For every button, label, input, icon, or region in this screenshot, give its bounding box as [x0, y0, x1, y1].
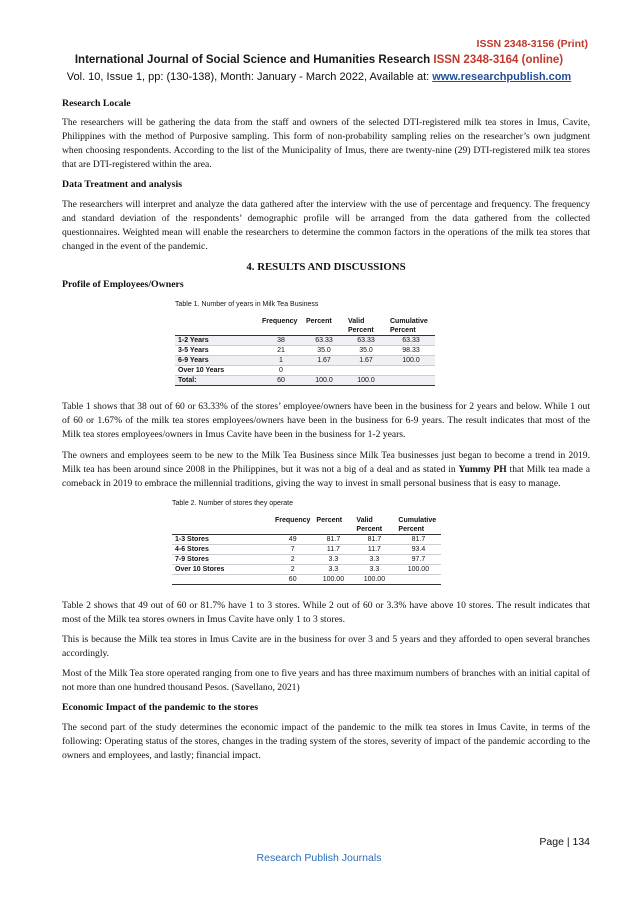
table-cell: 3.3: [353, 564, 395, 574]
table-cell: 100.0: [387, 356, 435, 366]
header-cell: Percent: [313, 516, 353, 535]
table-1-grid: [175, 317, 435, 386]
table-cell: 3.3: [353, 554, 395, 564]
table-cell: 1-3 Stores: [172, 534, 272, 544]
table-header-row: [175, 317, 435, 336]
table-cell: Over 10 Stores: [172, 564, 272, 574]
table-cell: 93.4: [395, 544, 441, 554]
table-row: [172, 554, 441, 564]
table-cell: 3.3: [313, 554, 353, 564]
table-2-caption: Table 2. Number of stores they operate: [172, 499, 294, 507]
paragraph-owners-part1: The owners and employees seem to be new to the Milk Tea Business since Milk Tea businesses just began to become a trend in 2019. Milk tea has been around since 2008 in the Philippines, but it was not a big of a deal and as stated in: [62, 449, 590, 475]
table-cell: 98.33: [387, 346, 435, 356]
table-row: [172, 544, 441, 554]
table-2: [172, 497, 590, 585]
table-cell: 1.67: [345, 356, 387, 366]
paragraph-table2: Table 2 shows that 49 out of 60 or 81.7% have 1 to 3 stores. While 2 out of 60 or 3.3% have above 10 stores. The result indicates that most of the Milk tea stores owners in Imus Cavite have only 1 to 3 stores.: [62, 599, 590, 625]
table-cell: 100.0: [303, 376, 345, 386]
table-row: [172, 564, 441, 574]
table-row: [175, 346, 435, 356]
table-cell: 49: [272, 534, 313, 544]
table-cell: 81.7: [313, 534, 353, 544]
website-link[interactable]: www.researchpublish.com: [432, 71, 572, 83]
section-heading-profile: Profile of Employees/Owners: [62, 279, 184, 291]
header-cell: Frequency: [259, 317, 303, 336]
table-2-grid: [172, 516, 441, 585]
table-cell: 21: [259, 346, 303, 356]
paragraph-treatment: The researchers will interpret and analyze the data gathered after the interview with the use of percentage and frequency. The frequency and standard deviation of the respondents’ demographic profile will be arranged from the data gathered from the collected questionnaires. Weighted mean will enable the researchers to determine the common factors in the operations of the milk tea stores that changed in the event of the pandemic.: [62, 198, 590, 252]
table-cell: 60: [272, 574, 313, 584]
table-row: [175, 366, 435, 376]
header-cell: Percent: [303, 317, 345, 336]
table-cell: 4-6 Stores: [172, 544, 272, 554]
table-cell: 35.0: [345, 346, 387, 356]
table-cell: 3-5 Years: [175, 346, 259, 356]
table-cell: 63.33: [303, 336, 345, 346]
table-header-row: [172, 516, 441, 535]
section-heading-results: 4. RESULTS AND DISCUSSIONS: [246, 260, 406, 273]
header-cell: [172, 516, 272, 535]
table-cell: 35.0: [303, 346, 345, 356]
table-cell: 97.7: [395, 554, 441, 564]
table-cell: 81.7: [353, 534, 395, 544]
volume-line: [0, 71, 638, 83]
header-cell: Cumulative Percent: [395, 516, 441, 535]
issn-print: ISSN 2348-3156 (Print): [476, 38, 588, 50]
table-cell: 100.00: [353, 574, 395, 584]
table-cell: 1-2 Years: [175, 336, 259, 346]
table-cell: [345, 366, 387, 376]
paragraph-owners-part2: that Milk tea made a comeback in 2019 to embrace the millennial traditions, giving the way to invest in small personal business that is easy to manage.: [62, 463, 590, 489]
volume-info: Vol. 10, Issue 1, pp: (130-138), Month: January - March 2022, Available at:: [66, 71, 433, 83]
table-cell: [387, 366, 435, 376]
table-cell: Over 10 Years: [175, 366, 259, 376]
table-cell: 1.67: [303, 356, 345, 366]
publisher-footer[interactable]: Research Publish Journals: [256, 852, 382, 864]
section-heading-treatment: Data Treatment and analysis: [62, 179, 183, 191]
section-heading-economic: Economic Impact of the pandemic to the stores: [62, 702, 259, 714]
table-cell: 7: [272, 544, 313, 554]
table-cell: 60: [259, 376, 303, 386]
table-cell: 7-9 Stores: [172, 554, 272, 564]
section-heading-locale: Research Locale: [62, 98, 131, 109]
table-cell: 11.7: [313, 544, 353, 554]
table-cell: 2: [272, 554, 313, 564]
table-cell: 100.0: [345, 376, 387, 386]
table-cell: 63.33: [387, 336, 435, 346]
table-1-caption: Table 1. Number of years in Milk Tea Business: [175, 301, 319, 309]
table-cell: 100.00: [395, 564, 441, 574]
table-cell: Total:: [175, 376, 259, 386]
table-row: [175, 356, 435, 366]
header-cell: Valid Percent: [345, 317, 387, 336]
header-cell: Cumulative Percent: [387, 317, 435, 336]
paragraph-because: This is because the Milk tea stores in Imus Cavite are in the business for over 3 and 5 years and they afforded to open several branches accordingly.: [62, 634, 590, 660]
paragraph-owners: [62, 449, 590, 491]
table-cell: 1: [259, 356, 303, 366]
table-cell: 38: [259, 336, 303, 346]
paragraph-economic: The second part of the study determines the economic impact of the pandemic to the milk tea stores in Imus Cavite, in terms of the following: Operating status of the stores, changes in the trading system of the stores, severity of impact of the pandemic according to the owners and employees, and lastly; financial impact.: [62, 721, 590, 761]
table-cell: 0: [259, 366, 303, 376]
paragraph-table1: Table 1 shows that 38 out of 60 or 63.33% of the stores’ employee/owners have been in the business for 2 years and below. While 1 out of 60 or 1.67% of the milk tea stores employees/owners have been in the business for 6-9 years. The result indicates that most of the Milk tea stores employees/owners in Imus Cavite have been in the business for 1-2 years.: [62, 401, 590, 441]
table-cell: 3.3: [313, 564, 353, 574]
journal-title: International Journal of Social Science and Humanities Research: [74, 54, 431, 66]
table-1: [175, 298, 590, 386]
yummy-ph-reference: Yummy PH: [458, 463, 507, 475]
header-cell: Valid Percent: [353, 516, 395, 535]
table-row: [172, 574, 441, 584]
issn-online: ISSN 2348-3164 (online): [433, 54, 564, 66]
table-cell: 2: [272, 564, 313, 574]
paragraph-locale: The researchers will be gathering the data from the staff and owners of the selected DTI-registered milk tea stores in Imus, Cavite, Philippines with the method of Purposive sampling. This form of non-probability sampling relies on the researcher’s own judgment when choosing respondents. According to the list of the Municipality of Imus, there are twenty-nine (29) DTI-registered milk tea stores that are DTI-registered within the area.: [62, 117, 590, 171]
table-cell: [395, 574, 441, 584]
table-cell: [172, 574, 272, 584]
header-cell: [175, 317, 259, 336]
table-row: [175, 376, 435, 386]
journal-header: [0, 54, 638, 66]
table-cell: 11.7: [353, 544, 395, 554]
table-cell: 63.33: [345, 336, 387, 346]
table-cell: 6-9 Years: [175, 356, 259, 366]
article-body: [62, 97, 590, 769]
paragraph-most: Most of the Milk Tea store operated ranging from one to five years and has three maximum numbers of branches with an initial capital of not more than one hundred thousand Pesos. (Savellano, 2021): [62, 668, 590, 694]
table-cell: [303, 366, 345, 376]
table-row: [172, 534, 441, 544]
header-cell: Frequency: [272, 516, 313, 535]
table-cell: [387, 376, 435, 386]
table-row: [175, 336, 435, 346]
table-cell: 81.7: [395, 534, 441, 544]
page-number: Page | 134: [539, 836, 590, 848]
table-cell: 100.00: [313, 574, 353, 584]
